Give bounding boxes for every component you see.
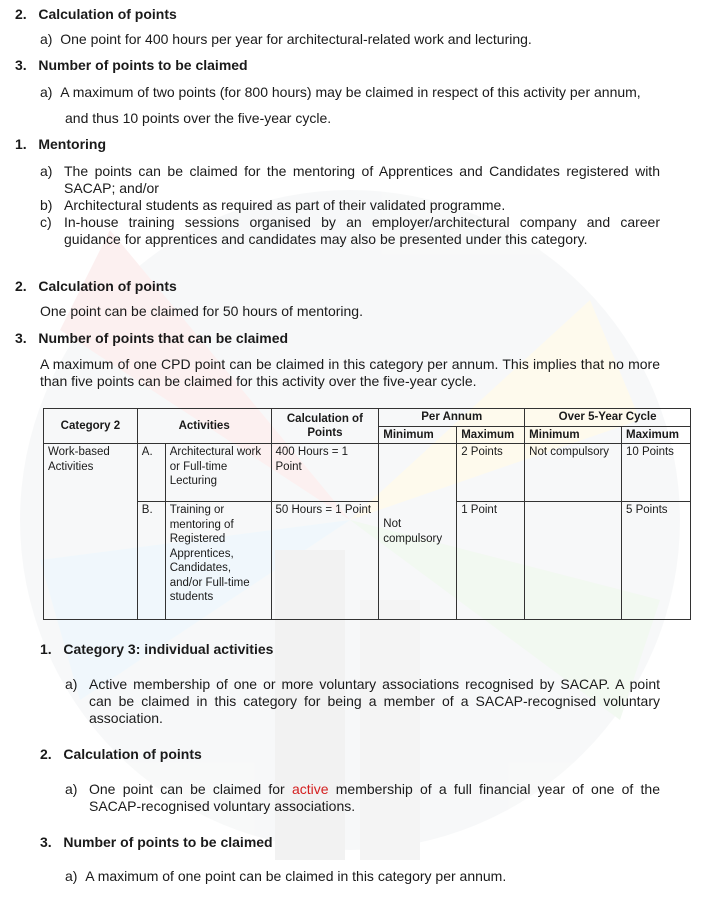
mentoring-list <box>40 163 660 248</box>
cell-cy-max: 10 Points <box>621 444 690 502</box>
heading-claim-3: 3. Number of points to be claimed <box>40 834 273 850</box>
list-item: c) In-house training sessions organised by an employer/architectural company and career guidance for apprentices and candidates may also be presented under this category. <box>40 214 660 247</box>
header-pa-maximum: Maximum <box>457 426 525 444</box>
cpd-points-table <box>43 408 691 620</box>
heading-mentoring: 1. Mentoring <box>15 136 107 152</box>
cat3-calc-a: a) One point can be claimed for active membership of a full financial year of one of the SACAP-recognised voluntary associations. <box>65 781 660 814</box>
cat3-claim-a: a) A maximum of one point can be claimed in this category per annum. <box>65 868 507 884</box>
heading-claim-2: 3. Number of points that can be claimed <box>15 330 289 346</box>
cell-calc: 50 Hours = 1 Point <box>271 502 379 620</box>
list-item: b) Architectural students as required as part of their validated programme. <box>40 197 506 213</box>
mentoring-claim-text: A maximum of one CPD point can be claimed in this category per annum. This implies that no more than five points can be claimed for this activity over the five-year cycle. <box>40 356 660 389</box>
header-cy-maximum: Maximum <box>621 426 690 444</box>
header-pa-minimum: Minimum <box>379 426 457 444</box>
cell-activity: Architectural work or Full-time Lecturing <box>165 444 271 502</box>
cat3-item-a: a) Active membership of one or more voluntary associations recognised by SACAP. A point can be claimed in this category for being a member of a SACAP-recognised voluntary association. <box>65 676 660 726</box>
heading-calculation-3: 2. Calculation of points <box>40 746 202 762</box>
cell-letter: A. <box>137 444 165 502</box>
claim-line-1: a) A maximum of two points (for 800 hours) may be claimed in respect of this activity per annum, <box>40 84 641 100</box>
cell-cy-max: 5 Points <box>621 502 690 620</box>
header-cy-minimum: Minimum <box>525 426 622 444</box>
cell-cy-min: Not compulsory <box>525 444 622 502</box>
list-item: a) The points can be claimed for the mentoring of Apprentices and Candidates registered with SACAP; and/or <box>40 163 660 196</box>
cell-pa-max: 1 Point <box>457 502 525 620</box>
item-a-hours: a) One point for 400 hours per year for architectural-related work and lecturing. <box>40 31 532 47</box>
header-activities: Activities <box>137 409 271 444</box>
cell-pa-min: Not compulsory <box>379 444 457 620</box>
heading-calculation-1: 2. Calculation of points <box>15 6 177 22</box>
table-row <box>44 502 691 620</box>
mentoring-calc-text: One point can be claimed for 50 hours of mentoring. <box>40 303 363 319</box>
cell-category: Work-based Activities <box>44 444 138 620</box>
cell-cy-min <box>525 502 622 620</box>
cell-calc: 400 Hours = 1 Point <box>271 444 379 502</box>
highlight-active: active <box>291 781 329 797</box>
heading-calculation-2: 2. Calculation of points <box>15 278 177 294</box>
heading-claim-1: 3. Number of points to be claimed <box>15 57 248 73</box>
cell-letter: B. <box>137 502 165 620</box>
heading-category-3: 1. Category 3: individual activities <box>40 641 274 657</box>
cell-activity: Training or mentoring of Registered Apprentices, Candidates, and/or Full-time students <box>165 502 271 620</box>
header-calculation: Calculation of Points <box>271 409 379 444</box>
header-over-cycle: Over 5-Year Cycle <box>525 409 691 427</box>
claim-line-2: and thus 10 points over the five-year cycle. <box>65 110 332 126</box>
table-header-row <box>44 409 691 427</box>
table-row <box>44 444 691 502</box>
header-category: Category 2 <box>44 409 138 444</box>
cell-pa-max: 2 Points <box>457 444 525 502</box>
header-per-annum: Per Annum <box>379 409 525 427</box>
